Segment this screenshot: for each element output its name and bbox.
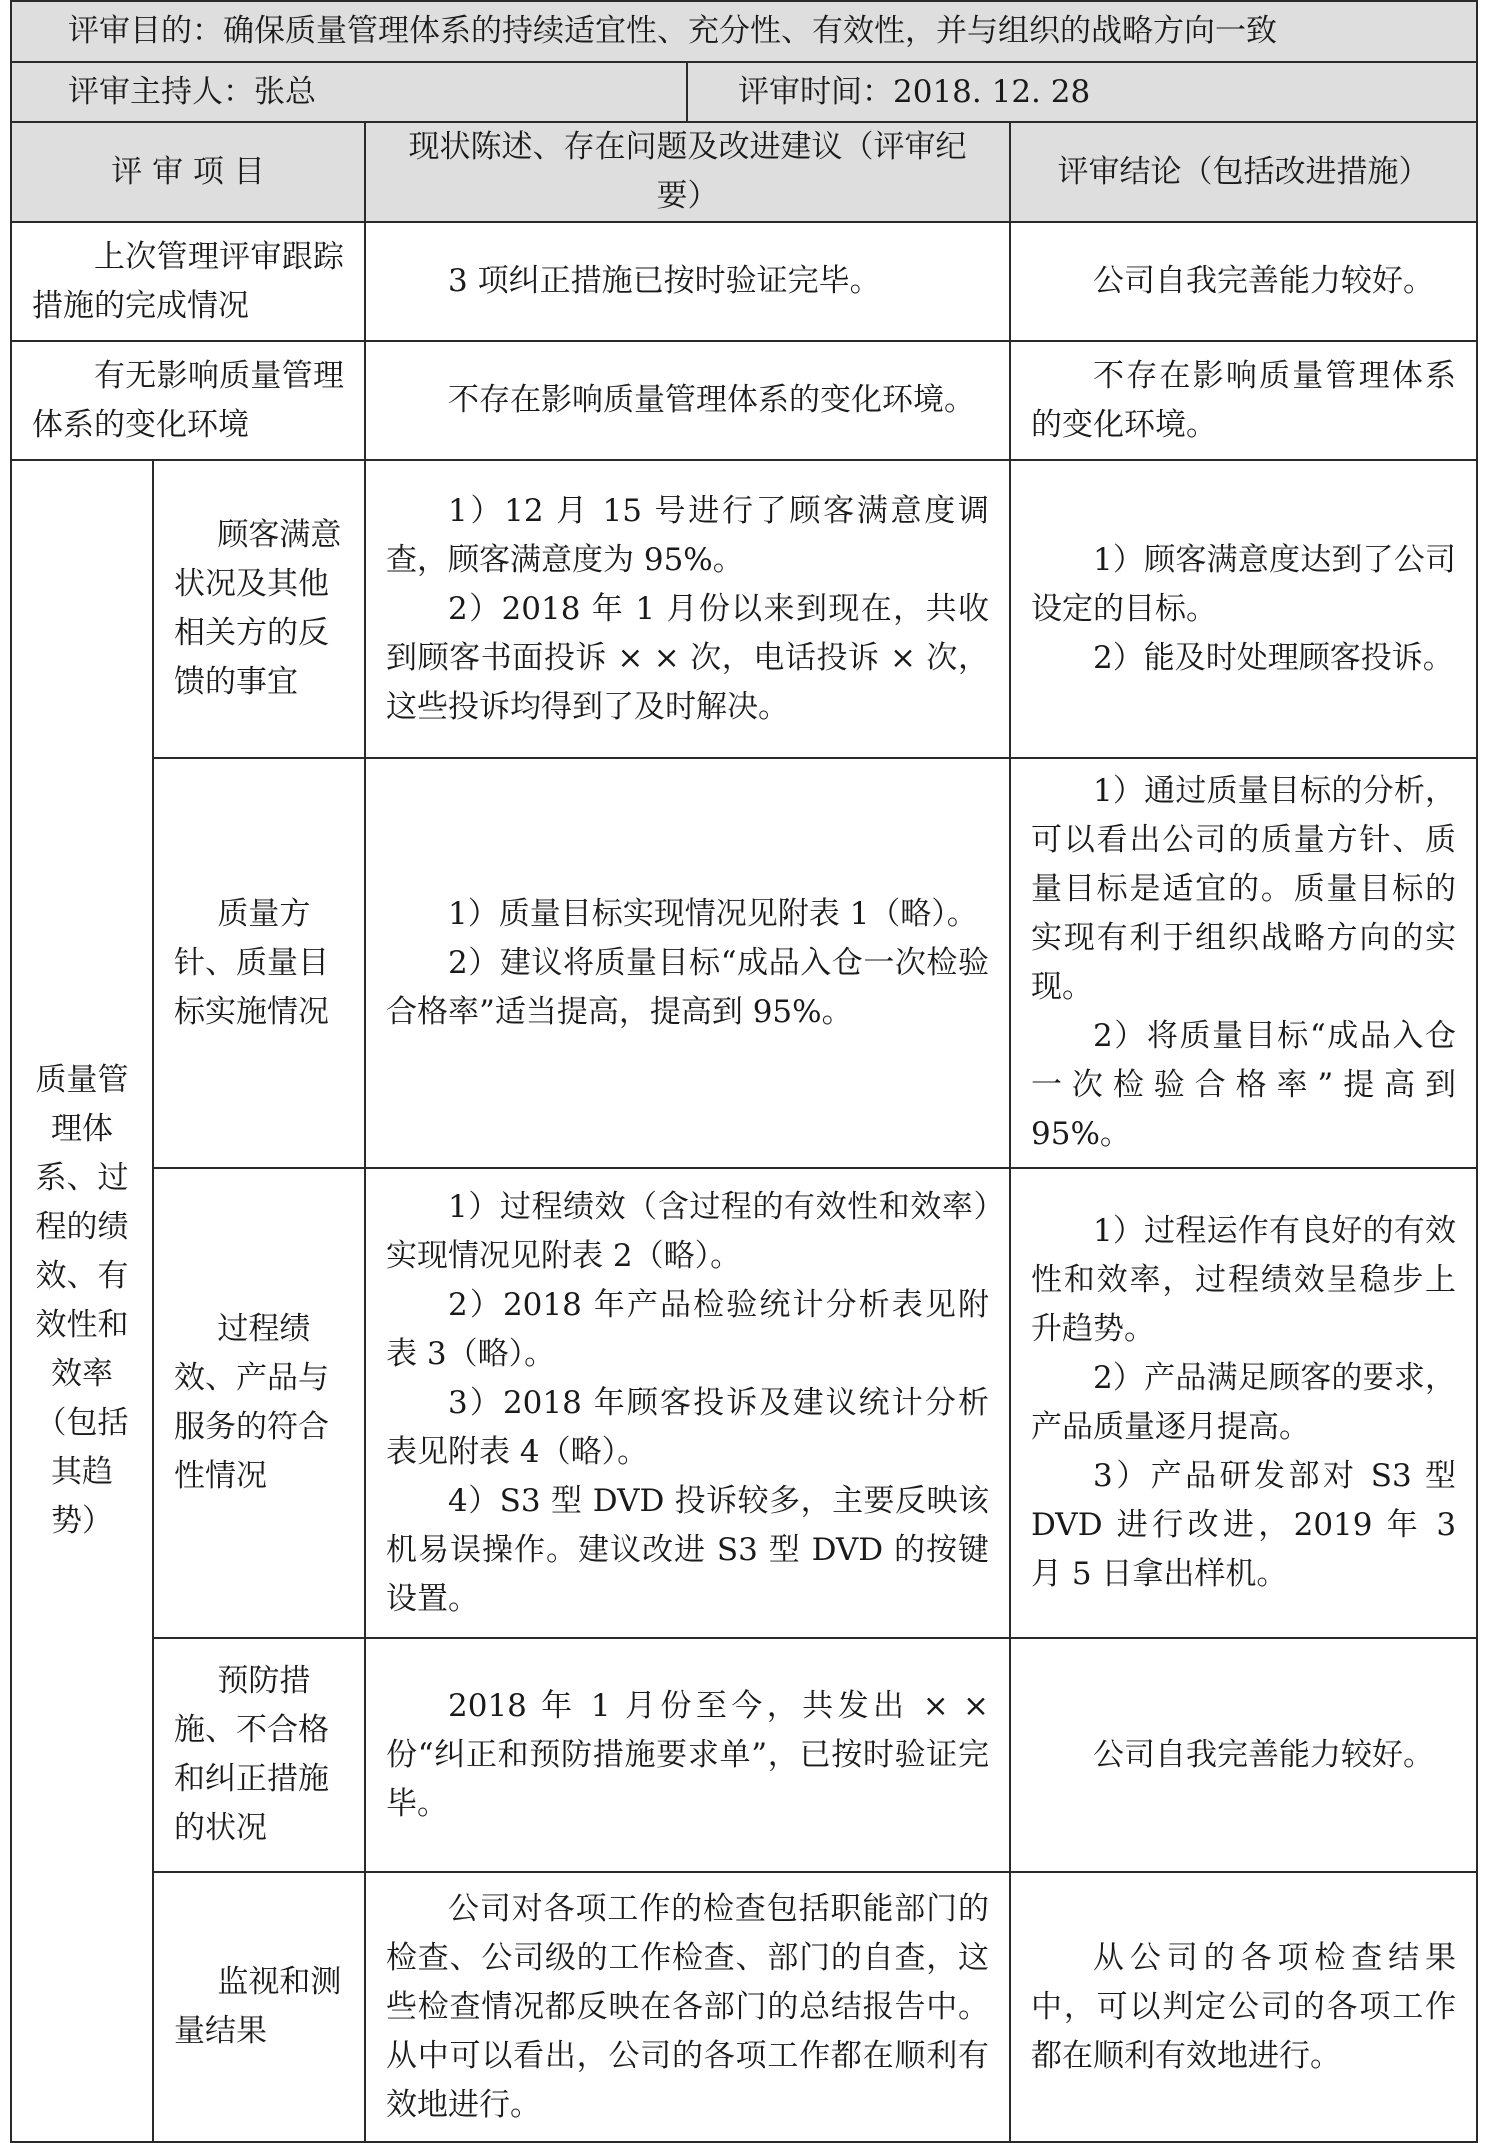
row-item <box>11 341 365 460</box>
conclusion-line: 2）产品满足顾客的要求，产品质量逐月提高。 <box>1031 1360 1457 1445</box>
sub-item <box>153 1872 365 2142</box>
row-statement-text: 3 项纠正措施已按时验证完毕。 <box>448 263 881 299</box>
row-item <box>11 222 365 341</box>
conclusion-line: 公司自我完善能力较好。 <box>1093 1736 1434 1773</box>
sub-conclusion <box>1010 1638 1477 1872</box>
statement-line: 1）过程绩效（含过程的有效性和效率）实现情况见附表 2（略）。 <box>386 1188 989 1274</box>
header-row <box>11 122 1477 222</box>
statement-line: 2018 年 1 月份至今，共发出 × × 份“纠正和预防措施要求单”，已按时验证完毕。 <box>386 1687 989 1822</box>
header-item: 评 审 项 目 <box>11 122 365 222</box>
sub-conclusion <box>1010 1872 1477 2142</box>
sub-conclusion <box>1010 460 1477 758</box>
review-host: 评审主持人：张总 <box>11 62 687 122</box>
sub-conclusion <box>1010 1168 1477 1638</box>
conclusion-line: 3）产品研发部对 S3 型 DVD 进行改进，2019 年 3 月 5 日拿出样机。 <box>1031 1458 1457 1592</box>
sub-statement <box>365 758 1010 1168</box>
sub-item-text: 监视和测量结果 <box>174 1964 342 2049</box>
sub-row <box>11 1872 1477 2142</box>
conclusion-line: 2）能及时处理顾客投诉。 <box>1093 639 1454 676</box>
statement-line: 1）12 月 15 号进行了顾客满意度调查，顾客满意度为 95%。 <box>386 492 989 578</box>
purpose-row <box>11 1 1477 62</box>
row-conclusion-text: 公司自我完善能力较好。 <box>1093 263 1434 299</box>
sub-item-text: 质量方针、质量目标实施情况 <box>174 895 329 1030</box>
row-item-text: 上次管理评审跟踪措施的完成情况 <box>32 238 344 324</box>
statement-line: 4）S3 型 DVD 投诉较多，主要反映该机易误操作。建议改进 S3 型 DVD 的按键设置。 <box>386 1482 989 1617</box>
sub-item <box>153 1168 365 1638</box>
sub-row <box>11 1168 1477 1638</box>
table-row <box>11 222 1477 341</box>
sub-statement <box>365 460 1010 758</box>
row-conclusion-text: 不存在影响质量管理体系的变化环境。 <box>1031 357 1457 443</box>
review-purpose: 评审目的：确保质量管理体系的持续适宜性、充分性、有效性，并与组织的战略方向一致 <box>11 1 1477 62</box>
row-item-text: 有无影响质量管理体系的变化环境 <box>32 357 344 443</box>
conclusion-line: 1）过程运作有良好的有效性和效率，过程绩效呈稳步上升趋势。 <box>1031 1213 1457 1347</box>
sub-row <box>11 1638 1477 1872</box>
review-record-page <box>10 0 1476 2123</box>
header-conclusion: 评审结论（包括改进措施） <box>1010 122 1477 222</box>
sub-row <box>11 758 1477 1168</box>
sub-statement <box>365 1872 1010 2142</box>
sub-row <box>11 460 1477 758</box>
statement-line: 2）2018 年 1 月份以来到现在，共收到顾客书面投诉 × × 次，电话投诉 × 次，这些投诉均得到了及时解决。 <box>386 590 989 725</box>
sub-item-text: 过程绩效、产品与服务的符合性情况 <box>174 1311 329 1494</box>
sub-item <box>153 1638 365 1872</box>
row-statement-text: 不存在影响质量管理体系的变化环境。 <box>448 382 975 418</box>
host-row <box>11 62 1477 122</box>
statement-line: 3）2018 年顾客投诉及建议统计分析表见附表 4（略）。 <box>386 1384 989 1470</box>
management-review-table <box>10 0 1478 2143</box>
group-label: 质量管理体系、过程的绩效、有效性和效率（包括其趋势） <box>11 460 153 2142</box>
statement-line: 公司对各项工作的检查包括职能部门的检查、公司级的工作检查、部门的自查，这些检查情况都反映在各部门的总结报告中。从中可以看出，公司的各项工作都在顺利有效地进行。 <box>386 1890 989 2123</box>
statement-line: 2）2018 年产品检验统计分析表见附表 3（略）。 <box>386 1286 989 1372</box>
conclusion-line: 1）顾客满意度达到了公司设定的目标。 <box>1031 541 1457 627</box>
sub-item-text: 顾客满意状况及其他相关方的反馈的事宜 <box>174 517 342 700</box>
row-conclusion <box>1010 222 1477 341</box>
sub-statement <box>365 1168 1010 1638</box>
header-statement: 现状陈述、存在问题及改进建议（评审纪要） <box>365 122 1010 222</box>
row-conclusion <box>1010 341 1477 460</box>
conclusion-line: 1）通过质量目标的分析，可以看出公司的质量方针、质量目标是适宜的。质量目标的实现有利于组织战略方向的实现。 <box>1031 773 1457 1005</box>
sub-statement <box>365 1638 1010 1872</box>
sub-item <box>153 460 365 758</box>
table-row <box>11 341 1477 460</box>
row-statement <box>365 341 1010 460</box>
conclusion-line: 2）将质量目标“成品入仓一次检验合格率”提高到 95%。 <box>1031 1018 1457 1152</box>
conclusion-line: 从公司的各项检查结果中，可以判定公司的各项工作都在顺利有效地进行。 <box>1031 1939 1457 2074</box>
row-statement <box>365 222 1010 341</box>
statement-line: 1）质量目标实现情况见附表 1（略）。 <box>448 895 978 932</box>
review-time: 评审时间：2018. 12. 28 <box>687 62 1477 122</box>
statement-line: 2）建议将质量目标“成品入仓一次检验合格率”适当提高，提高到 95%。 <box>386 944 989 1030</box>
sub-conclusion <box>1010 758 1477 1168</box>
sub-item-text: 预防措施、不合格和纠正措施的状况 <box>174 1663 329 1846</box>
sub-item <box>153 758 365 1168</box>
